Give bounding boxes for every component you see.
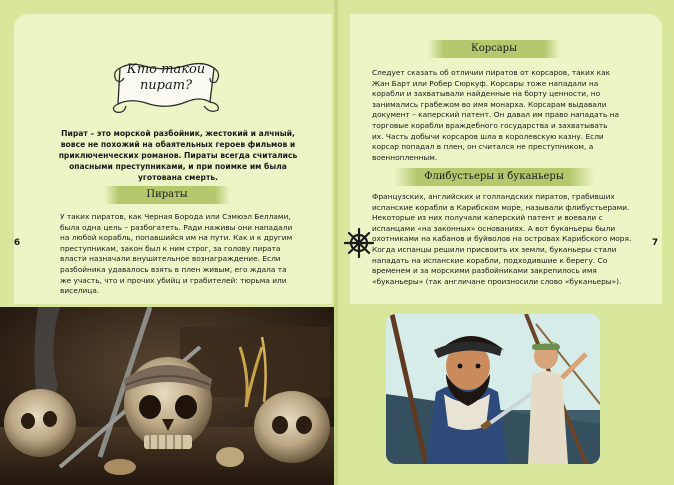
ship-wheel-icon [344, 228, 374, 258]
page-number-left: 6 [13, 238, 21, 248]
pirates-body: У таких пиратов, как Черная Борода или Сэмюэл Беллами, была одна цель – разбогатеть. Ради наживы они нападали на любой корабль, попавшийся им на пути. Как и к другим преступникам, закон был к ним строг, за голову пирата власти назначали внушительное вознаграждение. Если разбойника удавалось взять в плен живым, его ждала та же участь, что и прочих убийц и грабителей: тюрьма или виселица. [60, 212, 293, 296]
filibusters-heading-banner [394, 168, 594, 186]
pirates-heading-banner [104, 186, 230, 204]
corsairs-heading-banner [428, 40, 560, 58]
scroll-title [116, 62, 216, 94]
corsairs-body: Следует сказать об отличии пиратов от корсаров, таких как Жан Барт или Робер Сюркуф. Корсары тоже нападали на корабли и захватывали найденные на борту ценности, но занимались грабежом во имя монарха. Корсарам выдавали документ – каперский патент. Он давал им право нападать на торговые корабли враждебного государства и захватывать их. Часть добычи корсаров шла в королевскую казну. Если корсар попадал в плен, он считался не преступником, а военнопленным. [372, 68, 620, 162]
page-number-right: 7 [651, 238, 659, 248]
left-page [0, 0, 334, 485]
corsairs-heading: Корсары [470, 43, 518, 54]
pirates-heading: Пираты [146, 189, 188, 200]
filibusters-heading: Флибустьеры и буканьеры [424, 171, 564, 182]
pirate-skulls-photo [0, 307, 334, 485]
scroll-title-line2: пират? [139, 78, 193, 93]
filibusters-body: Французских, английских и голландских пиратов, грабивших испанские корабли в Карибском море, называли флибустьерами. Некоторые из них получали каперский патент и воевали с испанцами «на законных» основаниях. А вот буканьеры были охотниками на кабанов и буйволов на островах Карибского моря. Когда испанцы решили присвоить их земли, буканьеры стали нападать на испанские корабли, подходившие к берегу. Со временем и за морскими разбойниками закрепилось имя «буканьеры» (так англичане произносили слово «буканьеры»). [372, 192, 632, 286]
intro-paragraph: Пират – это морской разбойник, жестокий и алчный, вовсе не похожий на обаятельных героев фильмов и приключенческих романов. Пираты всегда считались опасными преступниками, и при поимке им была уготована смерть. [58, 129, 298, 182]
scroll-title-line1: Кто такой [126, 62, 206, 77]
pirates-illustration [386, 314, 600, 464]
